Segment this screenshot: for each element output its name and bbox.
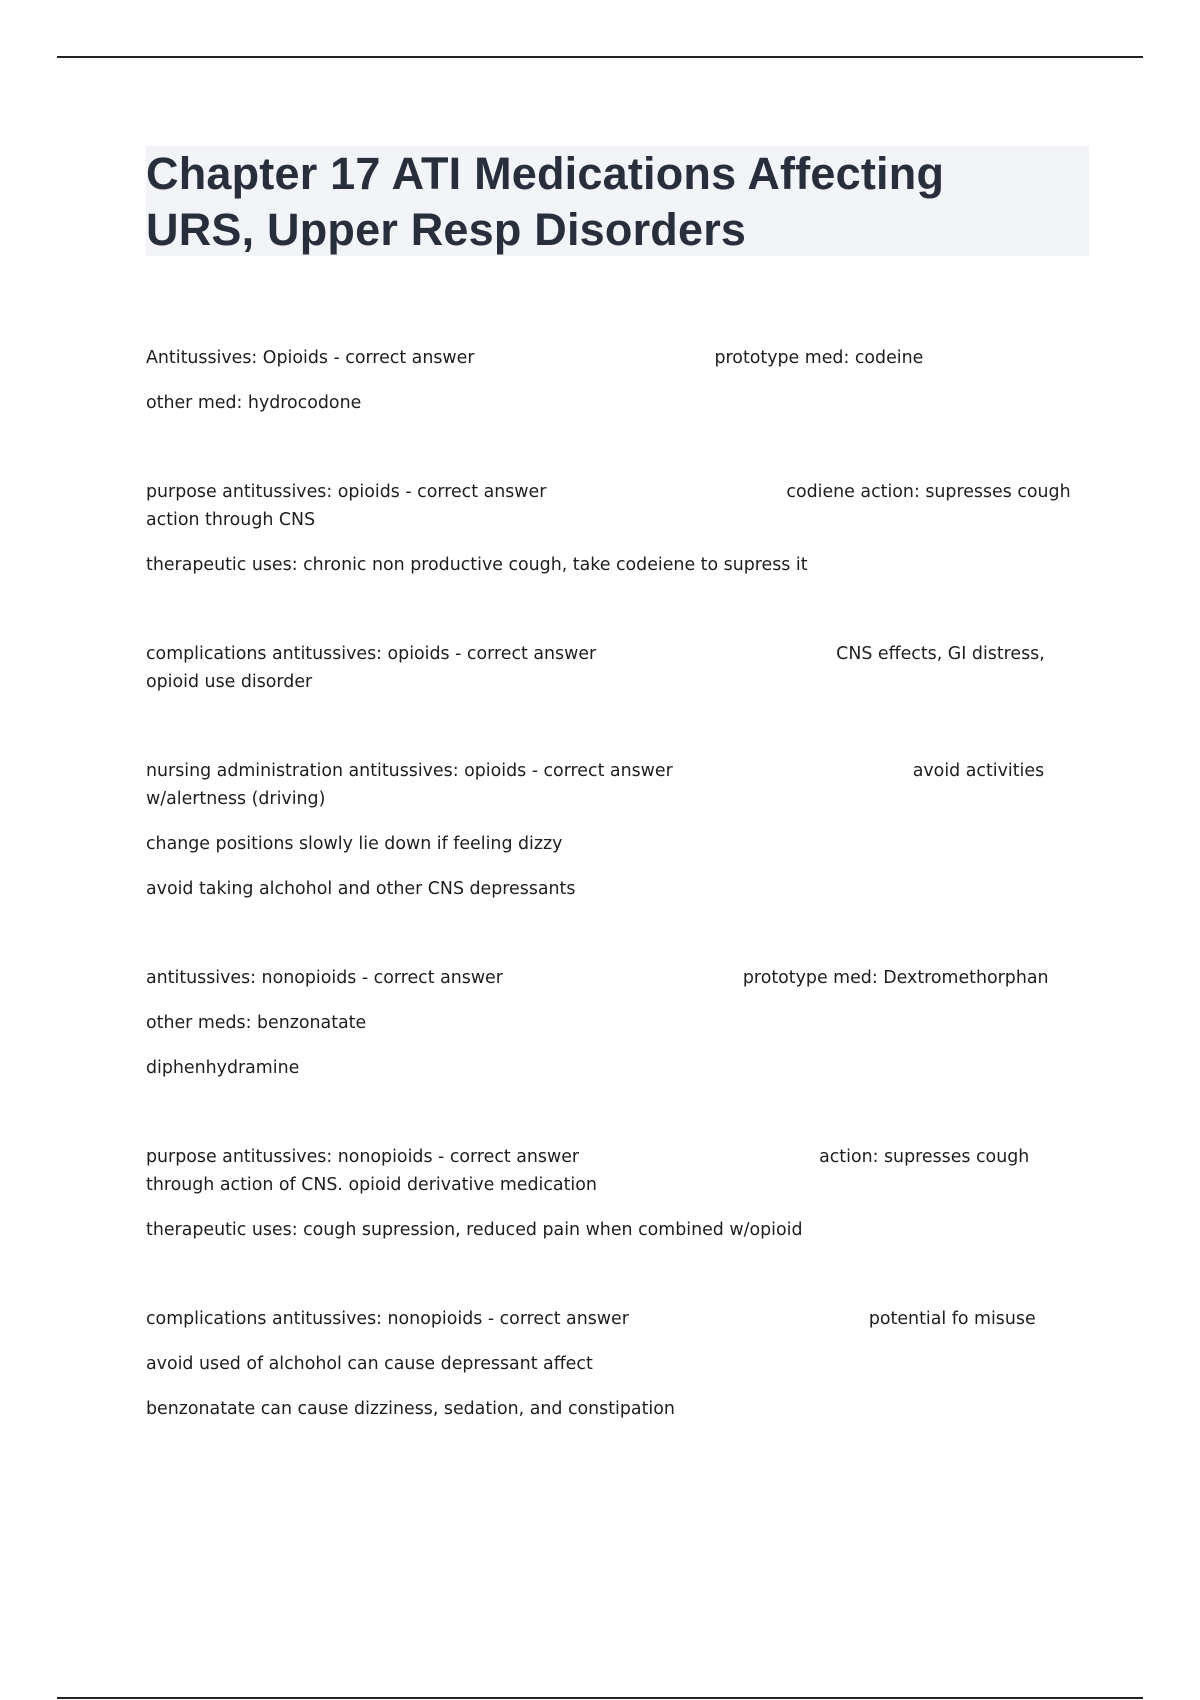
flashcard-answer-line: diphenhydramine [146,1058,300,1078]
flashcard-answer-line: therapeutic uses: cough supression, reduced pain when combined w/opioid [146,1220,803,1240]
flashcard-answer-line: change positions slowly lie down if feeling dizzy [146,834,563,854]
flashcard-question: complications antitussives: nonopioids - correct answer [146,1309,629,1329]
flashcard-answer-line: avoid taking alchohol and other CNS depressants [146,879,576,899]
flashcard-question: Antitussives: Opioids - correct answer [146,348,475,368]
flashcard-answer: avoid activities w/alertness (driving) [146,761,1045,809]
flashcard-answer-line: therapeutic uses: chronic non productive cough, take codeiene to supress it [146,555,808,575]
flashcard-answer-line: avoid used of alchohol can cause depressant affect [146,1354,593,1374]
flashcard-qa [146,478,1076,534]
page-title [146,146,1089,258]
flashcard-qa [146,757,1076,813]
flashcard-qa [146,344,1076,372]
flashcard [146,1143,1076,1244]
header-rule [57,56,1143,58]
flashcard-qa [146,640,1076,696]
flashcard-qa [146,1305,1076,1333]
flashcard-list [146,344,1076,1423]
flashcard [146,1305,1076,1423]
flashcard-answer-line: other med: hydrocodone [146,393,362,413]
flashcard-answer-line: benzonatate can cause dizziness, sedation, and constipation [146,1399,675,1419]
flashcard [146,640,1076,696]
flashcard-answer: codiene action: supresses cough action through CNS [146,482,1071,530]
title-line-2: URS, Upper Resp Disorders [146,204,747,255]
flashcard-answer: action: supresses cough through action of CNS. opioid derivative medication [146,1147,1030,1195]
flashcard-question: purpose antitussives: nonopioids - correct answer [146,1147,580,1167]
flashcard-question: complications antitussives: opioids - correct answer [146,644,597,664]
footer-rule [57,1697,1143,1699]
title-line-1: Chapter 17 ATI Medications Affecting [146,148,945,199]
flashcard-answer: potential fo misuse [868,1309,1036,1329]
flashcard-answer: CNS effects, GI distress, opioid use disorder [146,644,1045,692]
flashcard-answer: prototype med: Dextromethorphan [742,968,1049,988]
flashcard [146,757,1076,903]
flashcard-qa [146,1143,1076,1199]
flashcard-answer-line: other meds: benzonatate [146,1013,367,1033]
flashcard-answer: prototype med: codeine [714,348,924,368]
flashcard [146,344,1076,417]
flashcard-question: nursing administration antitussives: opioids - correct answer [146,761,673,781]
flashcard-qa [146,964,1076,992]
flashcard [146,964,1076,1082]
flashcard-question: purpose antitussives: opioids - correct answer [146,482,547,502]
flashcard-question: antitussives: nonopioids - correct answer [146,968,503,988]
title-box [146,146,1089,256]
flashcard [146,478,1076,579]
